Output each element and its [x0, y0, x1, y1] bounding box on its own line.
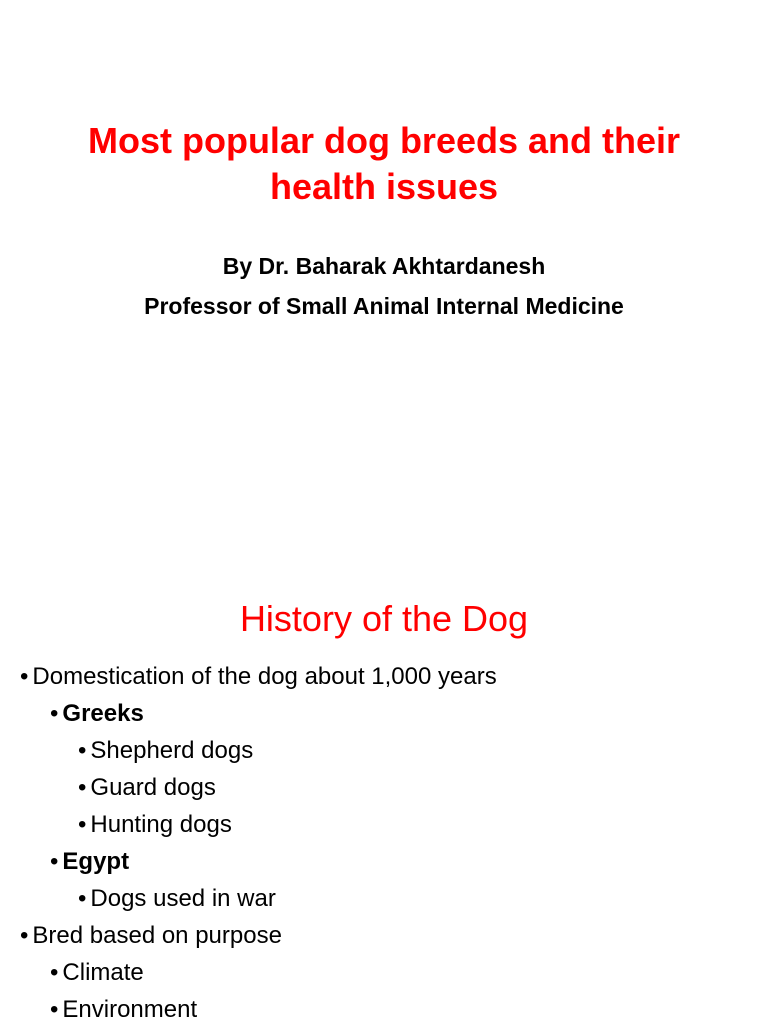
bullet-icon: • [50, 848, 59, 875]
bullet-item [0, 917, 768, 954]
bullet-text: Bred based on purpose [32, 922, 282, 949]
bullet-item [0, 954, 768, 991]
bullet-text: Environment [62, 996, 198, 1023]
bullet-item [0, 769, 768, 806]
bullet-text: Dogs used in war [90, 885, 276, 912]
author-position: Professor of Small Animal Internal Medicine [144, 293, 624, 319]
bullet-text: Guard dogs [90, 774, 216, 801]
bullet-text: Greeks [62, 700, 144, 727]
history-bullet-list [0, 658, 768, 1028]
author-name: By Dr. Baharak Akhtardanesh [222, 253, 546, 279]
bullet-icon: • [78, 774, 87, 801]
bullet-icon: • [20, 922, 29, 949]
bullet-icon: • [78, 885, 87, 912]
author-block [0, 246, 768, 326]
bullet-icon: • [50, 700, 59, 727]
history-title: History of the Dog [239, 598, 529, 639]
bullet-item [0, 880, 768, 917]
bullet-text: Egypt [62, 848, 130, 875]
bullet-text: Climate [62, 959, 144, 986]
bullet-icon: • [50, 996, 59, 1023]
bullet-text: Domestication of the dog about 1,000 years [32, 663, 497, 690]
history-slide [0, 520, 768, 1024]
bullet-item [0, 991, 768, 1028]
bullet-text: Hunting dogs [90, 811, 232, 838]
bullet-item [0, 843, 768, 880]
presentation-title-line-2: health issues [269, 166, 499, 207]
bullet-item [0, 658, 768, 695]
bullet-icon: • [78, 811, 87, 838]
bullet-icon: • [78, 737, 87, 764]
presentation-title-line-1: Most popular dog breeds and their [87, 120, 681, 161]
presentation-title [0, 118, 768, 210]
bullet-item [0, 806, 768, 843]
bullet-icon: • [20, 663, 29, 690]
bullet-item [0, 732, 768, 769]
bullet-text: Shepherd dogs [90, 737, 254, 764]
bullet-icon: • [50, 959, 59, 986]
bullet-item [0, 695, 768, 732]
